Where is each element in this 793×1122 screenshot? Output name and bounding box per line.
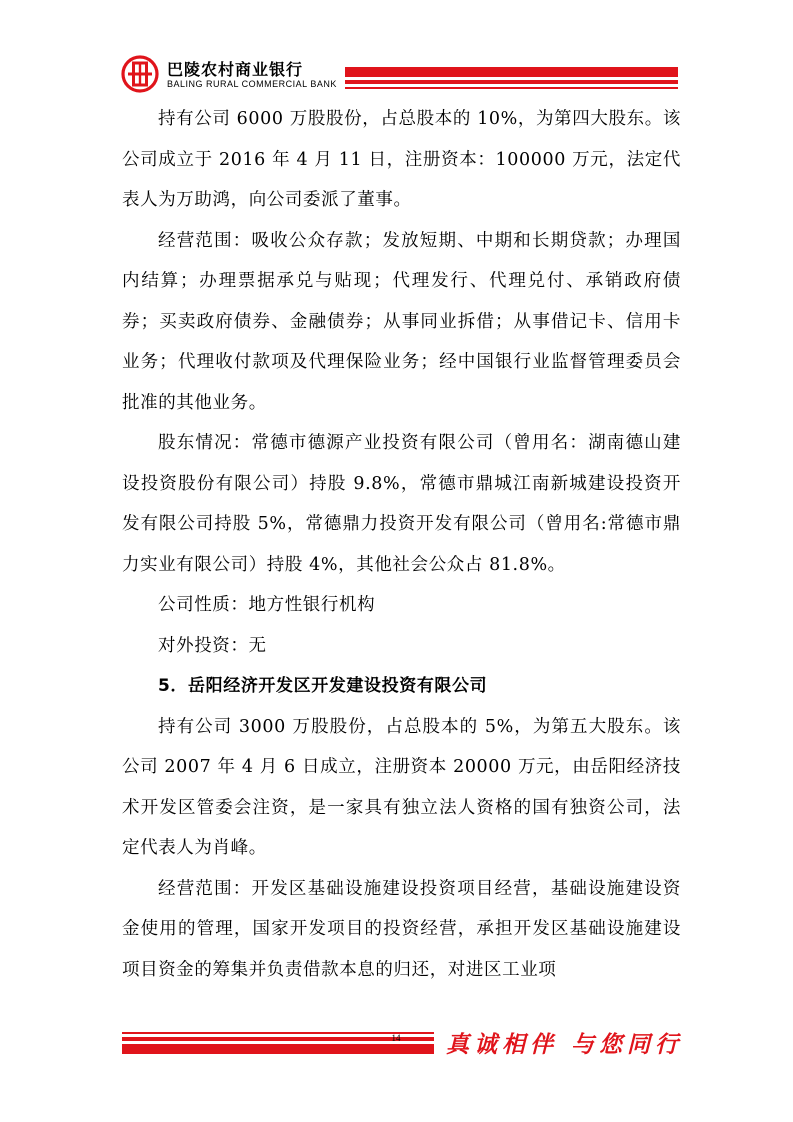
paragraph-company-nature: 公司性质：地方性银行机构 (158, 595, 376, 615)
footer-slogan: 真诚相伴 与您同行 (446, 1031, 684, 1058)
bank-name-chinese: 巴陵农村商业银行 (167, 60, 304, 79)
paragraph-shareholders-4: 股东情况：常德市德源产业投资有限公司（曾用名：湖南德山建设投资股份有限公司）持股 9.8%，常德市鼎城江南新城建设投资开发有限公司持股 5%，常德鼎力投资开发有限公司（曾用名:常德市鼎力实业有限公司）持股 4%，其他社会公众占 81.8%。 (122, 433, 681, 575)
bank-name-english: BALING RURAL COMMERCIAL BANK (167, 79, 337, 89)
bank-coin-logo-icon (121, 55, 159, 93)
paragraph-business-scope-5: 经营范围：开发区基础设施建设投资项目经营，基础设施建设资金使用的管理，国家开发项目的投资经营，承担开发区基础设施建设项目资金的筹集并负责借款本息的归还，对进区工业项 (122, 878, 681, 980)
paragraph-business-scope-4: 经营范围：吸收公众存款；发放短期、中期和长期贷款；办理国内结算；办理票据承兑与贴现；代理发行、代理兑付、承销政府债券；买卖政府债券、金融债券；从事同业拆借；从事借记卡、信用卡业务；代理收付款项及代理保险业务；经中国银行业监督管理委员会批准的其他业务。 (122, 230, 681, 413)
section-heading-5: 5．岳阳经济开发区开发建设投资有限公司 (158, 676, 488, 696)
paragraph-external-investment: 对外投资：无 (158, 635, 267, 656)
paragraph-shareholder-5-holding: 持有公司 3000 万股股份，占总股本的 5%，为第五大股东。该公司 2007 年 4 月 6 日成立，注册资本 20000 万元，由岳阳经济技术开发区管委会注资，是一家具有独立法人资格的国有独资公司，法定代表人为肖峰。 (122, 716, 681, 858)
header-rule-thick (345, 67, 678, 77)
page-number: 14 (391, 1033, 401, 1043)
paragraph-shareholder-4-holding: 持有公司 6000 万股股份，占总股本的 10%，为第四大股东。该公司成立于 2016 年 4 月 11 日，注册资本：100000 万元，法定代表人为万助鸿，向公司委派了董事。 (122, 109, 681, 210)
footer-rule-thick (122, 1044, 434, 1054)
document-body (122, 99, 681, 990)
header-rule-thin (345, 87, 678, 89)
header-rule-medium (345, 80, 678, 84)
